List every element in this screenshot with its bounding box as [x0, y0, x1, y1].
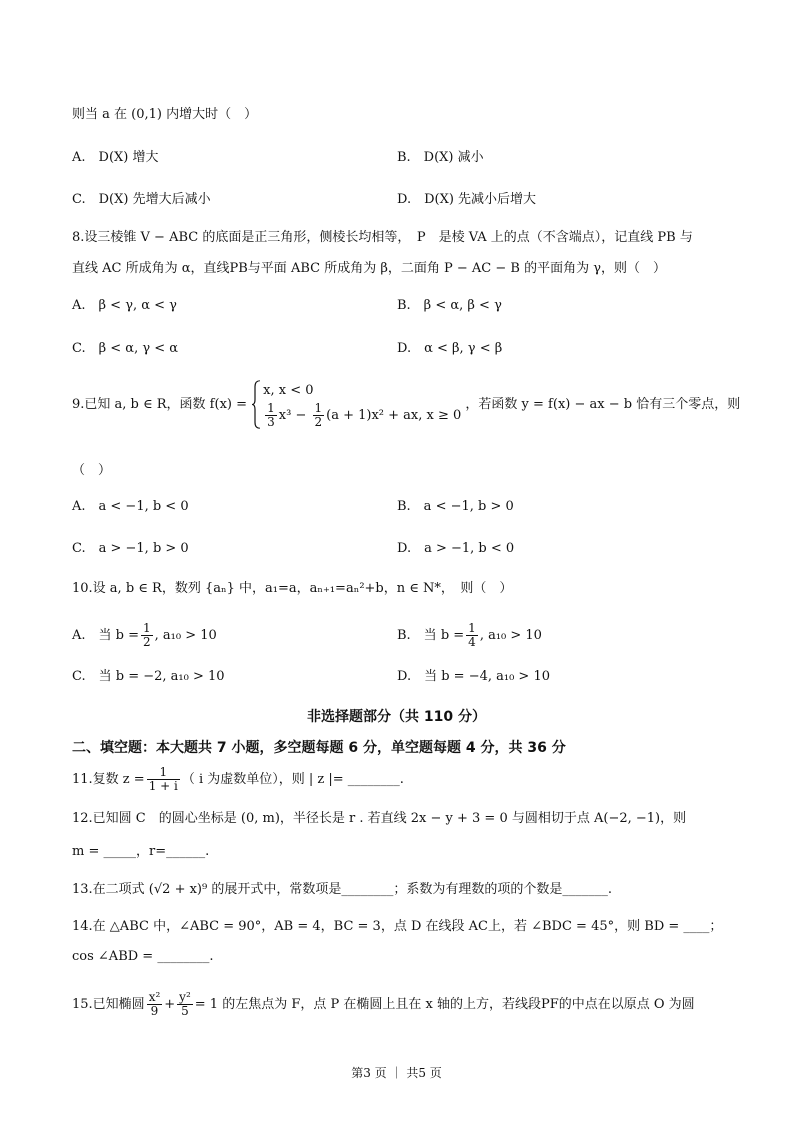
q9-option-b: B. a < −1, b > 0	[397, 499, 514, 514]
q10-frac-quarter: $\frac{1}{4}$	[468, 621, 476, 649]
q10-option-c: C. 当 b = −2, a₁₀ > 10	[72, 669, 225, 684]
q7-option-d: D. D(X) 先减小后增大	[397, 192, 537, 207]
q11-stem: 11.复数 z = $\frac{1}{1 + i}$ （ i 为虚数单位），则 | z |= ________.	[72, 765, 404, 793]
q9-suffix: ，若函数 y = f(x) − ax − b 恰有三个零点，则	[465, 397, 741, 412]
q8-option-c: C. β < α, γ < α	[72, 341, 179, 356]
q15-frac-x: $\frac{\text{x²}}{9}$	[148, 990, 161, 1018]
q9-piecewise	[251, 380, 461, 429]
q11-frac: $\frac{1}{1 + i}$	[148, 765, 178, 793]
q9-option-a: A. a < −1, b < 0	[72, 499, 189, 514]
left-brace-icon	[251, 380, 261, 429]
q8-stem-line2: 直线 AC 所成角为 α，直线PB与平面 ABC 所成角为 β，二面角 P − AC − B 的平面角为 γ，则（ ）	[72, 261, 666, 276]
q9-paren: （ ）	[72, 463, 112, 478]
q9-frac-one-half: $\frac{1}{2}$	[314, 401, 323, 429]
q15-stem: 15.已知椭圆 $\frac{\text{x²}}{9}$ + $\frac{\text{y²}}{5}$ = 1 的左焦点为 F，点 P 在椭圆上且在 x 轴的上方，若线段PF的中点在以原点 O 为圆	[72, 990, 695, 1018]
q10-option-a: A. 当 b = $\frac{1}{2}$ , a₁₀ > 10	[72, 621, 217, 649]
q10-stem: 10.设 a, b ∈ R，数列 {aₙ} 中，a₁=a，aₙ₊₁=aₙ²+b，n ∈ N*， 则（ ）	[72, 581, 513, 596]
q10-option-b: B. 当 b = $\frac{1}{4}$ , a₁₀ > 10	[397, 621, 542, 649]
q13-stem: 13.在二项式 (√2 + x)⁹ 的展开式中，常数项是________；系数为有理数的项的个数是_______.	[72, 882, 612, 897]
q8-option-d: D. α < β, γ < β	[397, 341, 503, 356]
q7-option-a: A. D(X) 增大	[72, 150, 159, 165]
q9-option-d: D. a > −1, b < 0	[397, 541, 515, 556]
part2-title: 二、填空题：本大题共 7 小题，多空题每题 6 分，单空题每题 4 分，共 36 分	[72, 740, 566, 756]
q8-option-b: B. β < α, β < γ	[397, 298, 502, 313]
q14-stem-line1: 14.在 △ABC 中，∠ABC = 90°，AB = 4，BC = 3，点 D 在线段 AC上，若 ∠BDC = 45°，则 BD = ____；	[72, 919, 723, 934]
q7-stem-tail: 则当 a 在 (0,1) 内增大时（ ）	[72, 107, 258, 122]
q9-case1: x, x < 0	[263, 383, 314, 398]
q8-option-a: A. β < γ, α < γ	[72, 298, 177, 313]
q9-case2: $\frac{1}{3}$ x³ − $\frac{1}{2}$ (a + 1)x² + ax, x ≥ 0	[267, 401, 462, 429]
q8-stem-line1: 8.设三棱锥 V − ABC 的底面是正三角形，侧棱长均相等， P 是棱 VA 上的点（不含端点），记直线 PB 与	[72, 230, 693, 245]
q9-prefix: 9.已知 a, b ∈ R，函数 f(x) =	[72, 397, 247, 412]
q12-stem-line2: m = _____，r=______.	[72, 844, 210, 859]
page-footer: 第3 页 ｜ 共5 页	[351, 1066, 442, 1080]
q7-option-c: C. D(X) 先增大后减小	[72, 192, 211, 207]
q9-frac-one-third: $\frac{1}{3}$	[267, 401, 275, 429]
q7-option-b: B. D(X) 减小	[397, 150, 484, 165]
q10-option-d: D. 当 b = −4, a₁₀ > 10	[397, 669, 551, 684]
section-title: 非选择题部分（共 110 分）	[307, 709, 486, 725]
q12-stem-line1: 12.已知圆 C 的圆心坐标是 (0, m)，半径长是 r . 若直线 2x − y + 3 = 0 与圆相切于点 A(−2, −1)，则	[72, 811, 687, 826]
q9-stem	[72, 380, 740, 429]
q14-stem-line2: cos ∠ABD = ________.	[72, 949, 214, 964]
q15-frac-y: $\frac{\text{y²}}{5}$	[179, 990, 191, 1018]
q9-option-c: C. a > −1, b > 0	[72, 541, 189, 556]
q10-frac-half: $\frac{1}{2}$	[143, 621, 151, 649]
